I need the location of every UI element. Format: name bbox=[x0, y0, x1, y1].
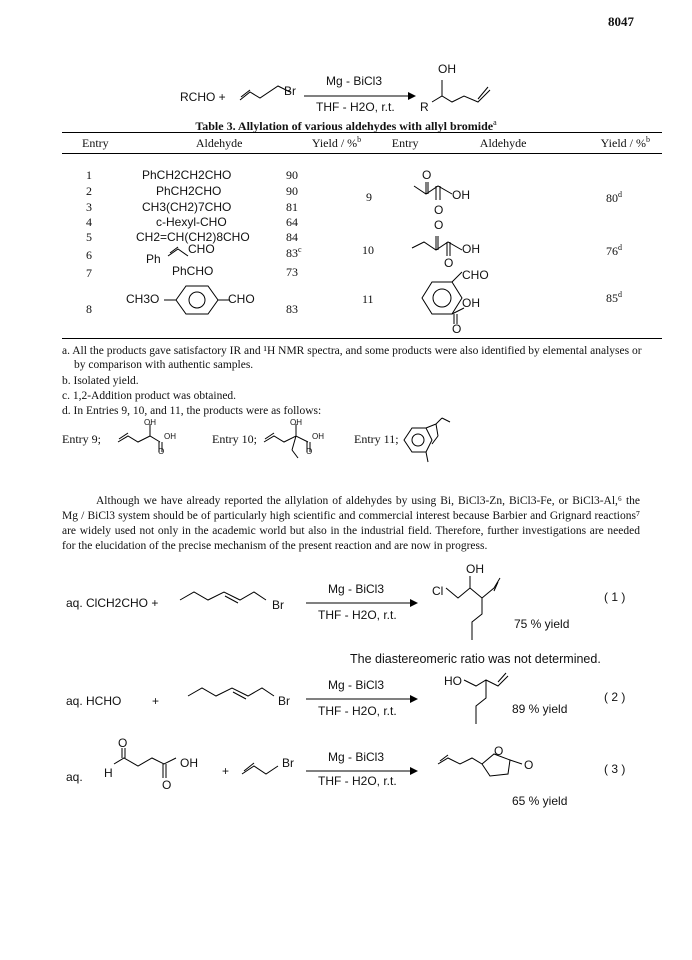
p10-oh: OH bbox=[312, 432, 324, 441]
aldehyde-8-cho: CHO bbox=[228, 292, 255, 306]
product-10-structure bbox=[262, 420, 342, 464]
yield-5: 84 bbox=[286, 230, 298, 244]
aldehyde-2: PhCH2CHO bbox=[156, 184, 222, 198]
header-entry-left: Entry bbox=[62, 133, 141, 154]
eq2-yield: 89 % yield bbox=[512, 702, 568, 716]
footnote-a: a. All the products gave satisfactory IR and ¹H NMR spectra, and some products were also identified by elemental analyses or by comparison with authentic samples. bbox=[62, 345, 642, 371]
yield-4: 64 bbox=[286, 215, 298, 229]
body-paragraph: Although we have already reported the allylation of aldehydes by using Bi, BiCl3-Zn, BiCl3-Fe, or BiCl3-Al,⁶ the Mg / BiCl3 system should be of particularly high scientific and commercial interest because Barbier and Grignard reactions⁷ are widely used not only in the academic world but also in the industrial field. Therefore, further investigations are needed for the elucidation of the precise mechanism of the present reaction and are now in progress. bbox=[62, 495, 640, 552]
p9-o: O bbox=[158, 447, 165, 456]
eq3-o-top: O bbox=[118, 736, 128, 750]
entry-2: 2 bbox=[86, 184, 92, 198]
aldehyde-8-ch3o: CH3O bbox=[126, 292, 160, 306]
entry-8: 8 bbox=[86, 302, 92, 316]
yield-6: 83$^c$ bbox=[286, 245, 302, 260]
table-header-row bbox=[62, 133, 662, 154]
eq3-oh: OH bbox=[180, 756, 198, 770]
eq1-number: ( 1 ) bbox=[604, 590, 626, 604]
eq1-arrow bbox=[306, 598, 418, 608]
aldehyde-4: c-Hexyl-CHO bbox=[156, 215, 227, 229]
eq2-reagent: Mg - BiCl3 bbox=[328, 678, 385, 692]
scheme-reactant-rcho: RCHO + bbox=[180, 90, 226, 104]
homoallyl-alcohol-structure bbox=[426, 76, 506, 116]
p9-oh: OH bbox=[164, 432, 176, 441]
p10-oh-top: OH bbox=[290, 418, 302, 427]
eq3-h: H bbox=[104, 766, 113, 780]
page-number: 8047 bbox=[608, 14, 634, 29]
eq2-br: Br bbox=[278, 694, 290, 708]
allylation-table bbox=[62, 132, 662, 154]
product-11-phthalide-structure bbox=[398, 414, 468, 464]
header-entry-right: Entry bbox=[376, 133, 435, 154]
entry-3: 3 bbox=[86, 200, 92, 214]
table-bottom-rule bbox=[62, 338, 662, 339]
e9-o-top: O bbox=[422, 168, 432, 182]
aldehyde-7: PhCHO bbox=[172, 264, 214, 278]
e10-oh: OH bbox=[462, 242, 480, 256]
eq3-lactone-structure bbox=[436, 746, 536, 796]
product-r-label: R bbox=[420, 100, 429, 114]
header-yield-left: Yield / %$^b$ bbox=[297, 133, 375, 154]
aldehyde-1: PhCH2CH2CHO bbox=[142, 168, 232, 182]
eq2-ho: HO bbox=[444, 674, 462, 688]
yield-2: 90 bbox=[286, 184, 298, 198]
eq3-yield: 65 % yield bbox=[512, 794, 568, 808]
entry-9: 9 bbox=[366, 190, 372, 204]
eq1-product-structure bbox=[440, 574, 520, 654]
eq3-succinic-semialdehyde bbox=[110, 740, 190, 800]
yield-10: 76$^d$ bbox=[606, 243, 622, 258]
e10-o-bottom: O bbox=[444, 256, 454, 270]
aldehyde-3: CH3(CH2)7CHO bbox=[142, 200, 232, 214]
aldehyde-6-ph: Ph bbox=[146, 252, 161, 266]
yield-7: 73 bbox=[286, 265, 298, 279]
eq2-plus: + bbox=[152, 694, 160, 708]
product-entry-11-label: Entry 11; bbox=[354, 432, 399, 446]
scheme-reagent: Mg - BiCl3 bbox=[326, 74, 383, 88]
footnote-d: d. In Entries 9, 10, and 11, the products were as follows: bbox=[62, 405, 322, 417]
aldehyde-5: CH2=CH(CH2)8CHO bbox=[136, 230, 250, 244]
yield-3: 81 bbox=[286, 200, 298, 214]
eq3-aq: aq. bbox=[66, 770, 83, 784]
entry-1: 1 bbox=[86, 168, 92, 182]
footnote-c: c. 1,2-Addition product was obtained. bbox=[62, 390, 237, 402]
eq1-oh: OH bbox=[466, 562, 484, 576]
eq1-crotyl-chain bbox=[178, 588, 278, 618]
eq1-conditions: THF - H2O, r.t. bbox=[318, 608, 397, 622]
eq2-reactant: aq. HCHO bbox=[66, 694, 122, 708]
eq3-conditions: THF - H2O, r.t. bbox=[318, 774, 397, 788]
aldehyde-6-cho: CHO bbox=[188, 242, 215, 256]
eq3-ring-o: O bbox=[494, 744, 504, 758]
eq3-reagent: Mg - BiCl3 bbox=[328, 750, 385, 764]
scheme-conditions: THF - H2O, r.t. bbox=[316, 100, 395, 114]
eq3-o-bottom: O bbox=[162, 778, 172, 792]
header-aldehyde-right: Aldehyde bbox=[435, 133, 572, 154]
eq1-note: The diastereomeric ratio was not determined. bbox=[350, 652, 601, 666]
e10-o-top: O bbox=[434, 218, 444, 232]
eq1-cl: Cl bbox=[432, 584, 444, 598]
eq2-conditions: THF - H2O, r.t. bbox=[318, 704, 397, 718]
eq1-yield: 75 % yield bbox=[514, 617, 570, 631]
e9-o-bottom: O bbox=[434, 203, 444, 217]
eq2-number: ( 2 ) bbox=[604, 690, 626, 704]
scheme-br: Br bbox=[284, 84, 296, 98]
eq1-reactant: aq. ClCH2CHO + bbox=[66, 596, 159, 610]
eq3-br: Br bbox=[282, 756, 294, 770]
p10-o: O bbox=[306, 447, 313, 456]
header-aldehyde-left: Aldehyde bbox=[141, 133, 297, 154]
entry-4: 4 bbox=[86, 215, 92, 229]
product-entry-9-label: Entry 9; bbox=[62, 432, 101, 446]
yield-9: 80$^d$ bbox=[606, 190, 622, 205]
eq3-carbonyl-o: O bbox=[524, 758, 534, 772]
eq1-br: Br bbox=[272, 598, 284, 612]
eq2-arrow bbox=[306, 694, 418, 704]
p9-oh-top: OH bbox=[144, 418, 156, 427]
header-yield-right: Yield / %$^b$ bbox=[572, 133, 662, 154]
eq3-number: ( 3 ) bbox=[604, 762, 626, 776]
e9-oh: OH bbox=[452, 188, 470, 202]
e11-o: O bbox=[452, 322, 462, 336]
yield-1: 90 bbox=[286, 168, 298, 182]
entry-7: 7 bbox=[86, 266, 92, 280]
yield-11: 85$^d$ bbox=[606, 290, 622, 305]
entry-5: 5 bbox=[86, 230, 92, 244]
e11-cho: CHO bbox=[462, 268, 489, 282]
e11-oh: OH bbox=[462, 296, 480, 310]
product-entry-10-label: Entry 10; bbox=[212, 432, 257, 446]
entry-6: 6 bbox=[86, 248, 92, 262]
eq3-plus: + bbox=[222, 764, 230, 778]
entry-10: 10 bbox=[362, 243, 374, 257]
footnote-b: b. Isolated yield. bbox=[62, 375, 139, 387]
eq2-crotyl-chain bbox=[186, 684, 286, 714]
entry-11: 11 bbox=[362, 292, 374, 306]
eq1-reagent: Mg - BiCl3 bbox=[328, 582, 385, 596]
table-title: Table 3. Allylation of various aldehydes with allyl bromide$^a$ bbox=[195, 118, 497, 133]
yield-8: 83 bbox=[286, 302, 298, 316]
product-oh-label: OH bbox=[438, 62, 456, 76]
